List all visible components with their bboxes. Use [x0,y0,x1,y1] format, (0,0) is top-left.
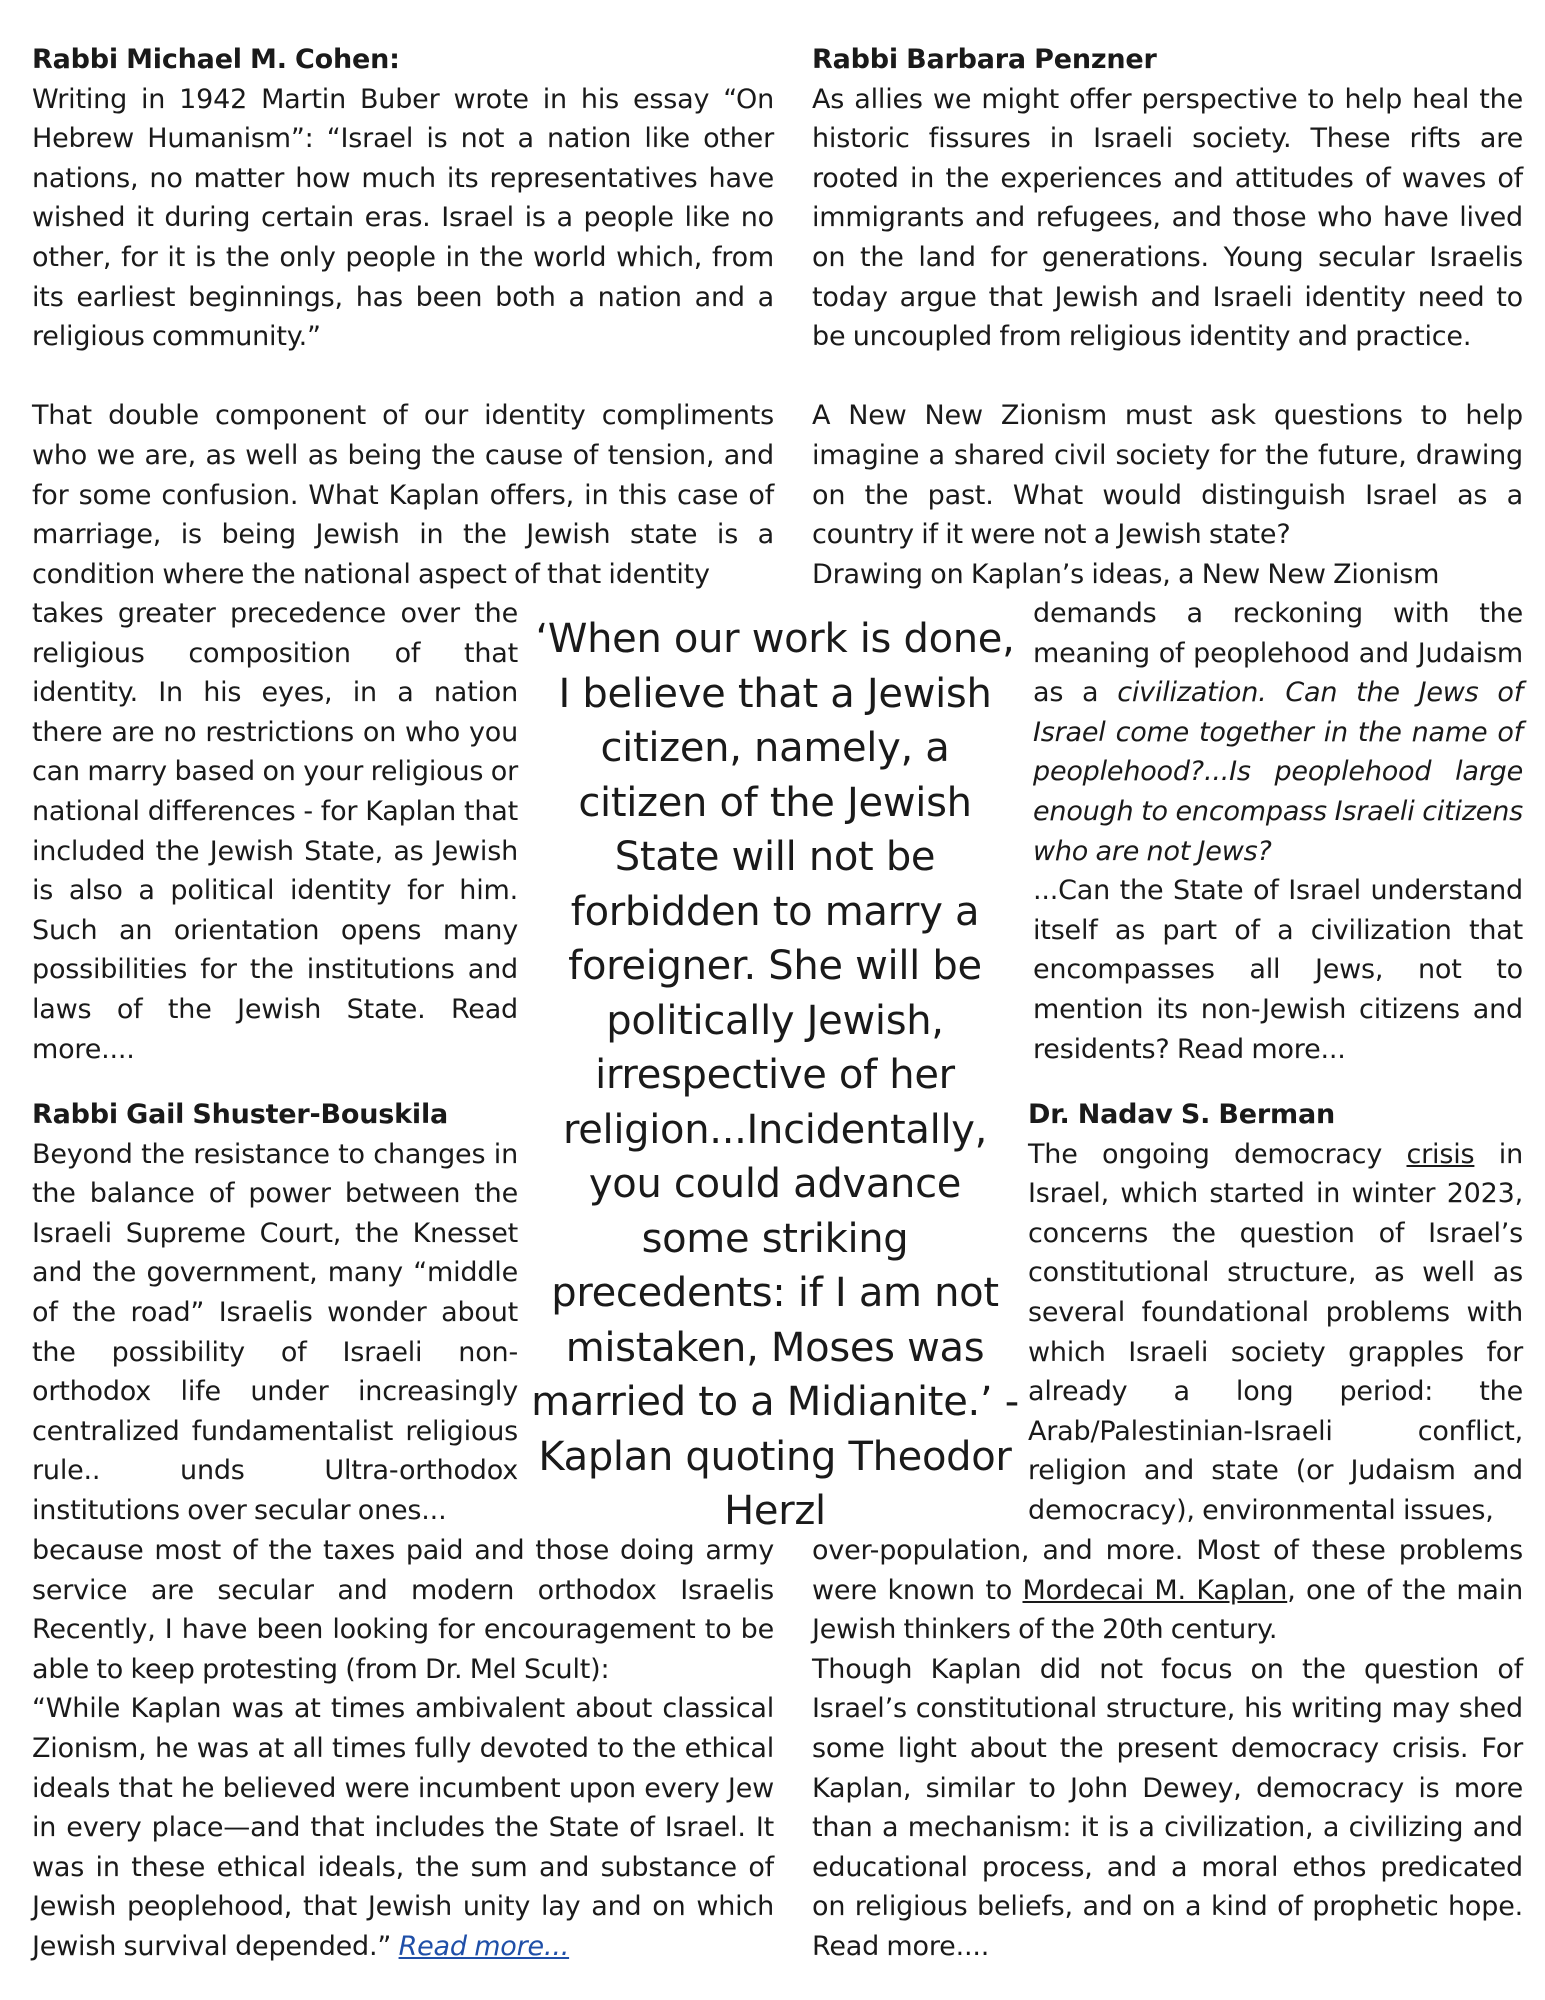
kaplan-link[interactable]: Mordecai M. Kaplan [1022,1574,1288,1606]
crisis-link[interactable]: crisis [1406,1138,1475,1170]
berman-paragraph-3: Though Kaplan did not focus on the question of Israel’s constitutional structure, his writing may shed some light about the present democracy crisis. For Kaplan, similar to John Dewey, democracy is more than a mechanism: it is a civilization, a civilizing and educational process, and a moral ethos predicated on religious beliefs, and on a kind of prophetic hope. Read more.... [812,1653,1523,1962]
penzner-paragraph-2: A New New Zionism must ask questions to help imagine a shared civil society for the future, drawing on the past. What would distinguish Israel as a country if it were not a Jewish state? [812,400,1523,551]
penzner-paragraph-4: demands a reckoning with the meaning of peoplehood and Judaism as a civilization. Can the Jews of Israel come together in the name of peoplehood?...Is peoplehood large enough to encompass Israeli citizens who are not Jews? [1033,598,1523,867]
shuster-paragraph-2: because most of the taxes paid and those doing army service are secular and modern orthodox Israelis Recently, I have been looking for encouragement to be able to keep protesting (from Dr. Mel Scult): [32,1535,774,1685]
shuster-heading: Rabbi Gail Shuster-Bouskila [32,1099,449,1130]
shuster-section [32,1095,518,1531]
penzner-heading: Rabbi Barbara Penzner [812,44,1157,75]
berman-paragraph-2: over-population, and more. Most of these problems were known to Mordecai M. Kaplan, one of the main Jewish thinkers of the 20th century. [812,1535,1523,1646]
cohen-section [32,40,774,594]
penzner-paragraph-5: ...Can the State of Israel understand itself as part of a civilization that encompasses all Jews, not to mention its non-Jewish citizens and residents? Read more... [1033,875,1523,1065]
shuster-quote: “While Kaplan was at times ambivalent about classical Zionism, he was at all times fully devoted to the ethical ideals that he believed were incumbent upon every Jew in every place—and that includes the State of Israel. It was in these ethical ideals, the sum and substance of Jewish peoplehood, that Jewish unity lay and on which Jewish survival depended.” [32,1693,774,1962]
penzner-italic-question: civilization. Can the Jews of Israel come together in the name of peoplehood?...Is peoplehood large enough to encompass Israeli citizens who are not Jews? [1033,677,1523,867]
penzner-section [812,40,1523,594]
penzner-paragraph-3: Drawing on Kaplan’s ideas, a New New Zionism [812,558,1440,590]
shuster-read-more-link[interactable]: Read more... [398,1930,570,1962]
cohen-heading: Rabbi Michael M. Cohen: [32,44,400,75]
shuster-paragraph-1: Beyond the resistance to changes in the balance of power between the Israeli Supreme Court, the Knesset and the government, many “middle of the road” Israelis wonder about the possibility of Israeli non-orthodox life under increasingly centralized fundamentalist religious rule.. unds Ultra-orthodox institutions over secular ones... [32,1138,518,1526]
cohen-paragraph-1: Writing in 1942 Martin Buber wrote in his essay “On Hebrew Humanism”: “Israel is not a nation like other nations, no matter how much its representatives have wished it during certain eras. Israel is a people like no other, for it is the only people in the world which, from its earliest beginnings, has been both a nation and a religious community.” [32,83,774,353]
pull-quote: ‘When our work is done, I believe that a Jewish citizen, namely, a citizen of the Jewish State will not be forbidden to marry a foreigner. She will be politically Jewish, irrespective of her religion...Incidentally, you could advance some striking precedents: if I am not mistaken, Moses was married to a Midianite.’ -Kaplan quoting Theodor Herzl [531,616,1019,1534]
berman-paragraph-1: The ongoing democracy crisis in Israel, which started in winter 2023, concerns the question of Israel’s constitutional structure, as well as several foundational problems with which Israeli society grapples for already a long period: the Arab/Palestinian-Israeli conflict, religion and state (or Judaism and democracy), environmental issues, [1028,1138,1523,1526]
cohen-paragraph-3: takes greater precedence over the religious composition of that identity. In his eyes, in a nation there are no restrictions on who you can marry based on your religious or national differences - for Kaplan that included the Jewish State, as Jewish is also a political identity for him. Such an orientation opens many possibilities for the institutions and laws of the Jewish State. Read more.... [32,598,518,1065]
cohen-paragraph-2: That double component of our identity compliments who we are, as well as being the cause of tension, and for some confusion. What Kaplan offers, in this case of marriage, is being Jewish in the Jewish state is a condition where the national aspect of that identity [32,400,774,590]
cohen-continuation [32,594,518,1069]
shuster-continuation [32,1531,774,1967]
berman-continuation [812,1531,1523,1967]
berman-section [1028,1095,1523,1531]
berman-heading: Dr. Nadav S. Berman [1028,1099,1335,1130]
penzner-continuation [1033,594,1523,1069]
penzner-paragraph-1: As allies we might offer perspective to help heal the historic fissures in Israeli society. These rifts are rooted in the experiences and attitudes of waves of immigrants and refugees, and those who have lived on the land for generations. Young secular Israelis today argue that Jewish and Israeli identity need to be uncoupled from religious identity and practice. [812,83,1523,353]
shuster-paragraph-3 [32,1689,774,1966]
